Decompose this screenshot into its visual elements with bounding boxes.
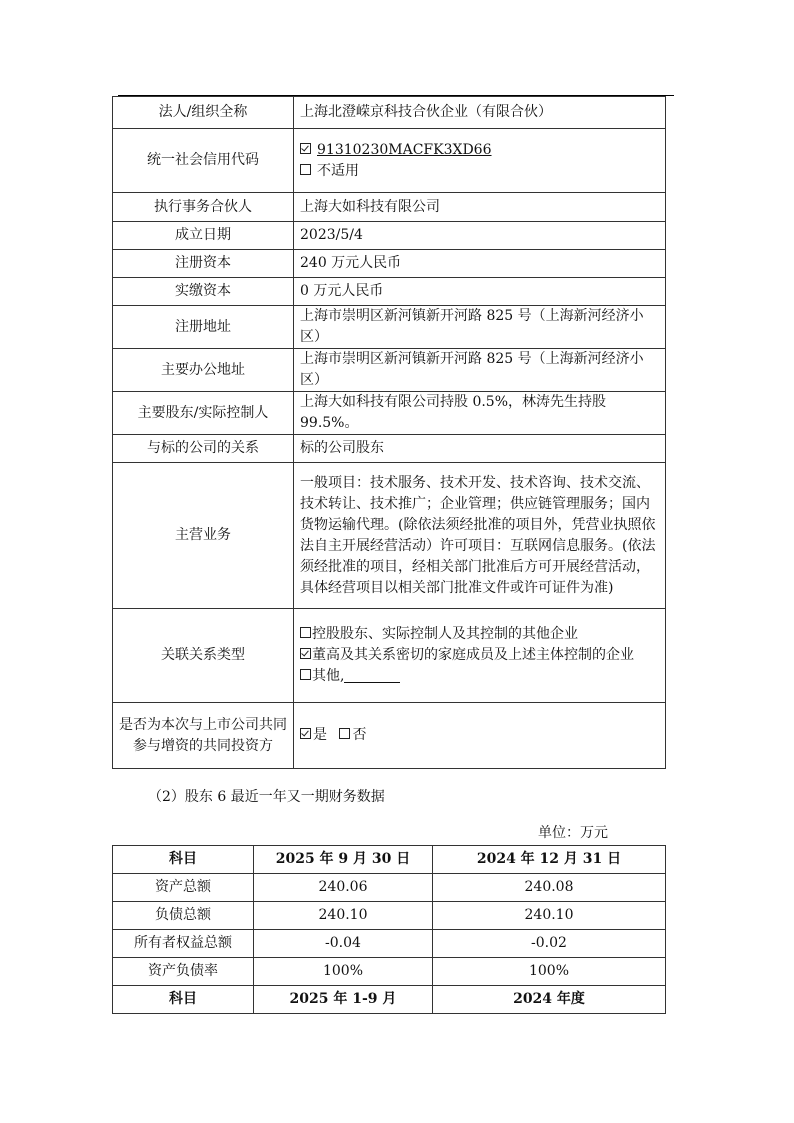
table-cell: 240.08 [433,874,666,902]
column-header: 2024 年 12 月 31 日 [433,846,666,874]
table-cell: 所有者权益总额 [113,930,254,958]
row-value: 240 万元人民币 [294,250,666,278]
row-label: 实缴资本 [113,278,294,306]
table-cell: 240.10 [433,902,666,930]
table-row [113,392,666,435]
column-header: 科目 [113,986,254,1014]
table-row [113,902,666,930]
table-cell: 负债总额 [113,902,254,930]
column-header: 2024 年度 [433,986,666,1014]
row-value: 上海大如科技有限公司 [294,193,666,222]
not-applicable-label: 不适用 [317,162,359,179]
column-header: 2025 年 1-9 月 [254,986,433,1014]
table-cell: -0.02 [433,930,666,958]
yes-label: 是 [313,727,327,743]
row-value: 0 万元人民币 [294,278,666,306]
table-row [113,306,666,349]
relation-option-1: 控股股东、实际控制人及其控制的其他企业 [312,626,578,642]
table-cell: -0.04 [254,930,433,958]
table-row [113,874,666,902]
checked-box-icon [300,143,311,154]
row-label: 注册地址 [113,306,294,349]
table-row [113,193,666,222]
unit-label: 单位：万元 [538,825,608,841]
checked-box-icon [300,728,311,739]
table-row [113,609,666,703]
table-row [113,129,666,193]
table-cell: 资产总额 [113,874,254,902]
no-label: 否 [352,727,367,743]
row-label: 成立日期 [113,222,294,250]
row-label: 与标的公司的关系 [113,435,294,463]
relation-option-2: 董高及其关系密切的家庭成员及上述主体控制的企业 [312,647,634,663]
table-row [113,958,666,986]
main-business-text: 一般项目：技术服务、技术开发、技术咨询、技术交流、技术转让、技术推广；企业管理；供应链管理服务；国内货物运输代理。(除依法须经批准的项目外，凭营业执照依法自主开展经营活动）许可项目：互联网信息服务。(依法须经批准的项目，经相关部门批准后方可开展经营活动，具体经营项目以相关部门批准文件或许可证件为准) [294,463,666,609]
table-cell: 资产负债率 [113,958,254,986]
row-label: 统一社会信用代码 [113,129,294,193]
row-label: 主要办公地址 [113,349,294,392]
co-investor-options [294,703,666,769]
table-header-row [113,986,666,1014]
table-cell: 100% [433,958,666,986]
table-header-row [113,846,666,874]
relation-option-3: 其他, [312,668,345,684]
table-row [113,463,666,609]
row-value: 上海市崇明区新河镇新开河路 825 号（上海新河经济小区） [294,306,666,349]
checked-box-icon [300,648,311,659]
row-value: 标的公司股东 [294,435,666,463]
table-row [113,97,666,129]
table-row [113,222,666,250]
unchecked-box-icon [339,728,350,739]
table-cell: 240.10 [254,902,433,930]
credit-code: 91310230MACFK3XD66 [317,141,492,158]
section-title: （2）股东 6 最近一年又一期财务数据 [148,789,385,805]
row-value: 2023/5/4 [294,222,666,250]
unchecked-box-icon [300,669,311,680]
unchecked-box-icon [300,164,311,175]
table-row [113,930,666,958]
table-cell: 100% [254,958,433,986]
table-row [113,349,666,392]
table-cell: 240.06 [254,874,433,902]
blank-line [344,668,400,683]
row-label: 执行事务合伙人 [113,193,294,222]
row-label: 法人/组织全称 [113,97,294,129]
row-label: 主要股东/实际控制人 [113,392,294,435]
row-label: 是否为本次与上市公司共同参与增资的共同投资方 [113,703,294,769]
entity-info-table [112,96,666,769]
relation-type-options [294,609,666,703]
row-label: 主营业务 [113,463,294,609]
row-label: 关联关系类型 [113,609,294,703]
row-label: 注册资本 [113,250,294,278]
row-value: 上海市崇明区新河镇新开河路 825 号（上海新河经济小区） [294,349,666,392]
column-header: 科目 [113,846,254,874]
table-row [113,278,666,306]
credit-code-cell [294,129,666,193]
table-row [113,703,666,769]
table-row [113,250,666,278]
table-row [113,435,666,463]
row-value: 上海大如科技有限公司持股 0.5%，林涛先生持股 99.5%。 [294,392,666,435]
column-header: 2025 年 9 月 30 日 [254,846,433,874]
row-value: 上海北澄嵘京科技合伙企业（有限合伙） [294,97,666,129]
unchecked-box-icon [300,627,311,638]
financial-table [112,845,666,1014]
